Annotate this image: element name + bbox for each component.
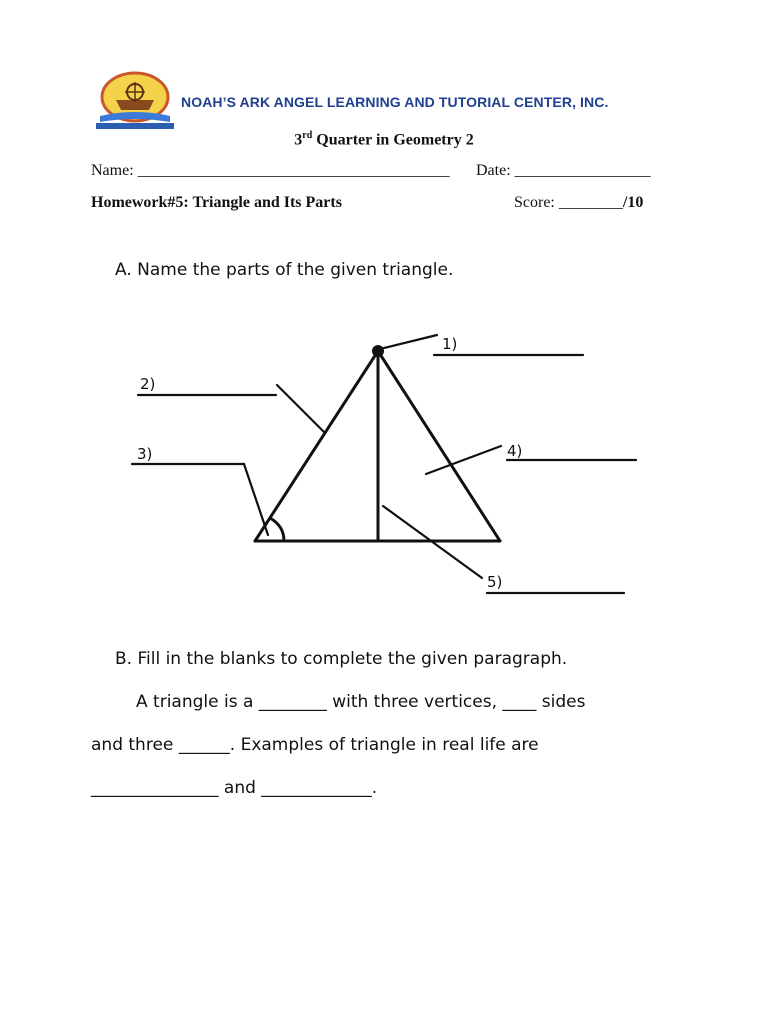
triangle-side-right [378, 351, 500, 541]
label-3: 3) [137, 445, 153, 463]
label-5: 5) [487, 573, 503, 591]
paragraph-line-3: _______________ and _____________. [91, 778, 378, 798]
name-field: Name: _______________________________________ [91, 162, 450, 179]
pointer-3-leader [132, 464, 268, 535]
homework-title: Homework#5: Triangle and Its Parts [91, 194, 342, 211]
score-label: Score: ________ [514, 194, 623, 211]
angle-arc [270, 518, 284, 541]
triangle-side-left [255, 351, 378, 541]
pointer-4-leader [426, 446, 501, 474]
pointer-2-leader [277, 385, 324, 432]
school-name: NOAH’S ARK ANGEL LEARNING AND TUTORIAL CENTER, INC. [181, 94, 609, 110]
quarter-subject: Quarter in Geometry 2 [312, 131, 474, 149]
quarter-number: 3 [294, 131, 303, 149]
label-1: 1) [442, 335, 458, 353]
section-a-heading: A. Name the parts of the given triangle. [115, 260, 454, 280]
score-total: /10 [622, 194, 644, 211]
paragraph-line-2: and three ______. Examples of triangle in real life are [91, 735, 539, 755]
quarter-ordinal: rd [302, 130, 313, 141]
paragraph-line-1: A triangle is a ________ with three vertices, ____ sides [136, 692, 586, 712]
date-field: Date: _________________ [476, 162, 651, 179]
label-4: 4) [507, 442, 523, 460]
label-2: 2) [140, 375, 156, 393]
pointer-1-leader [380, 335, 437, 349]
section-b-heading: B. Fill in the blanks to complete the given paragraph. [115, 649, 568, 669]
vertex-dot [372, 345, 384, 357]
